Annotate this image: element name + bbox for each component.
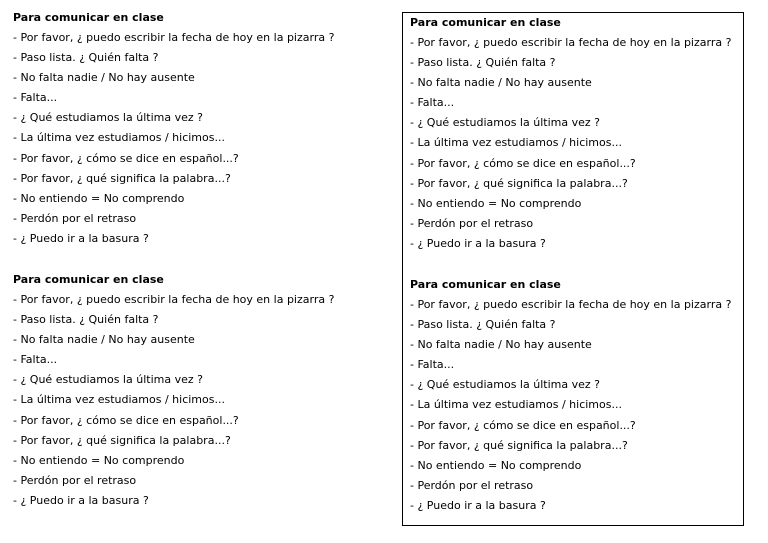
list-item: - Por favor, ¿ puedo escribir la fecha de hoy en la pizarra ? xyxy=(13,31,335,44)
phrase-card-left-top xyxy=(13,8,334,249)
list-item: - ¿ Puedo ir a la basura ? xyxy=(410,236,546,250)
list-item: - Perdón por el retraso xyxy=(13,473,137,487)
list-item: - Falta... xyxy=(13,353,58,367)
list-item: - La última vez estudiamos / hicimos... xyxy=(13,393,225,407)
list-item: - Paso lista. ¿ Quién falta ? xyxy=(410,318,556,332)
list-item: - Por favor, ¿ cómo se dice en español...? xyxy=(13,413,239,427)
phrase-list xyxy=(410,295,731,516)
list-item: - Paso lista. ¿ Quién falta ? xyxy=(13,51,159,65)
list-item: - Paso lista. ¿ Quién falta ? xyxy=(410,56,556,70)
list-item: - Por favor, ¿ puedo escribir la fecha de hoy en la pizarra ? xyxy=(13,293,335,306)
list-item: - No entiendo = No comprendo xyxy=(13,191,185,205)
list-item: - Por favor, ¿ qué significa la palabra...? xyxy=(410,176,628,190)
list-item: - Por favor, ¿ cómo se dice en español...? xyxy=(410,418,636,432)
list-item: - Paso lista. ¿ Quién falta ? xyxy=(13,313,159,327)
list-item: - No falta nadie / No hay ausente xyxy=(13,333,195,347)
list-item: - Falta... xyxy=(13,91,58,105)
list-item: - ¿ Puedo ir a la basura ? xyxy=(410,498,546,512)
list-item: - Por favor, ¿ puedo escribir la fecha de hoy en la pizarra ? xyxy=(410,36,732,49)
list-item: - Falta... xyxy=(410,96,455,110)
phrase-list xyxy=(13,290,334,511)
list-item: - ¿ Qué estudiamos la última vez ? xyxy=(410,116,600,130)
list-item: - ¿ Qué estudiamos la última vez ? xyxy=(13,111,203,125)
list-item: - ¿ Qué estudiamos la última vez ? xyxy=(13,373,203,387)
list-item: - No falta nadie / No hay ausente xyxy=(410,76,592,90)
bordered-card xyxy=(402,12,744,526)
list-item: - No entiendo = No comprendo xyxy=(13,453,185,467)
list-item: - La última vez estudiamos / hicimos... xyxy=(410,136,622,150)
list-item: - No entiendo = No comprendo xyxy=(410,458,582,472)
list-item: - ¿ Puedo ir a la basura ? xyxy=(13,231,149,245)
list-item: - Por favor, ¿ qué significa la palabra...? xyxy=(410,438,628,452)
list-item: - Perdón por el retraso xyxy=(410,478,534,492)
list-item: - Por favor, ¿ cómo se dice en español...? xyxy=(410,156,636,170)
list-item: - Perdón por el retraso xyxy=(410,216,534,230)
phrase-card-right-top xyxy=(410,13,731,254)
list-item: - No falta nadie / No hay ausente xyxy=(13,71,195,85)
list-item: - Por favor, ¿ puedo escribir la fecha de hoy en la pizarra ? xyxy=(410,298,732,311)
list-item: - Perdón por el retraso xyxy=(13,211,137,225)
phrase-list xyxy=(410,33,731,254)
list-item: - Falta... xyxy=(410,358,455,372)
card-title: Para comunicar en clase xyxy=(410,278,561,291)
list-item: - Por favor, ¿ qué significa la palabra...? xyxy=(13,171,231,185)
list-item: - Por favor, ¿ qué significa la palabra...? xyxy=(13,433,231,447)
phrase-list xyxy=(13,28,334,249)
list-item: - Por favor, ¿ cómo se dice en español...? xyxy=(13,151,239,165)
list-item: - ¿ Puedo ir a la basura ? xyxy=(13,493,149,507)
list-item: - No entiendo = No comprendo xyxy=(410,196,582,210)
card-title: Para comunicar en clase xyxy=(13,11,164,24)
phrase-card-left-bottom xyxy=(13,270,334,511)
list-item: - La última vez estudiamos / hicimos... xyxy=(13,131,225,145)
card-title: Para comunicar en clase xyxy=(410,16,561,29)
list-item: - No falta nadie / No hay ausente xyxy=(410,338,592,352)
card-title: Para comunicar en clase xyxy=(13,273,164,286)
phrase-card-right-bottom xyxy=(410,275,731,516)
list-item: - ¿ Qué estudiamos la última vez ? xyxy=(410,378,600,392)
list-item: - La última vez estudiamos / hicimos... xyxy=(410,398,622,412)
